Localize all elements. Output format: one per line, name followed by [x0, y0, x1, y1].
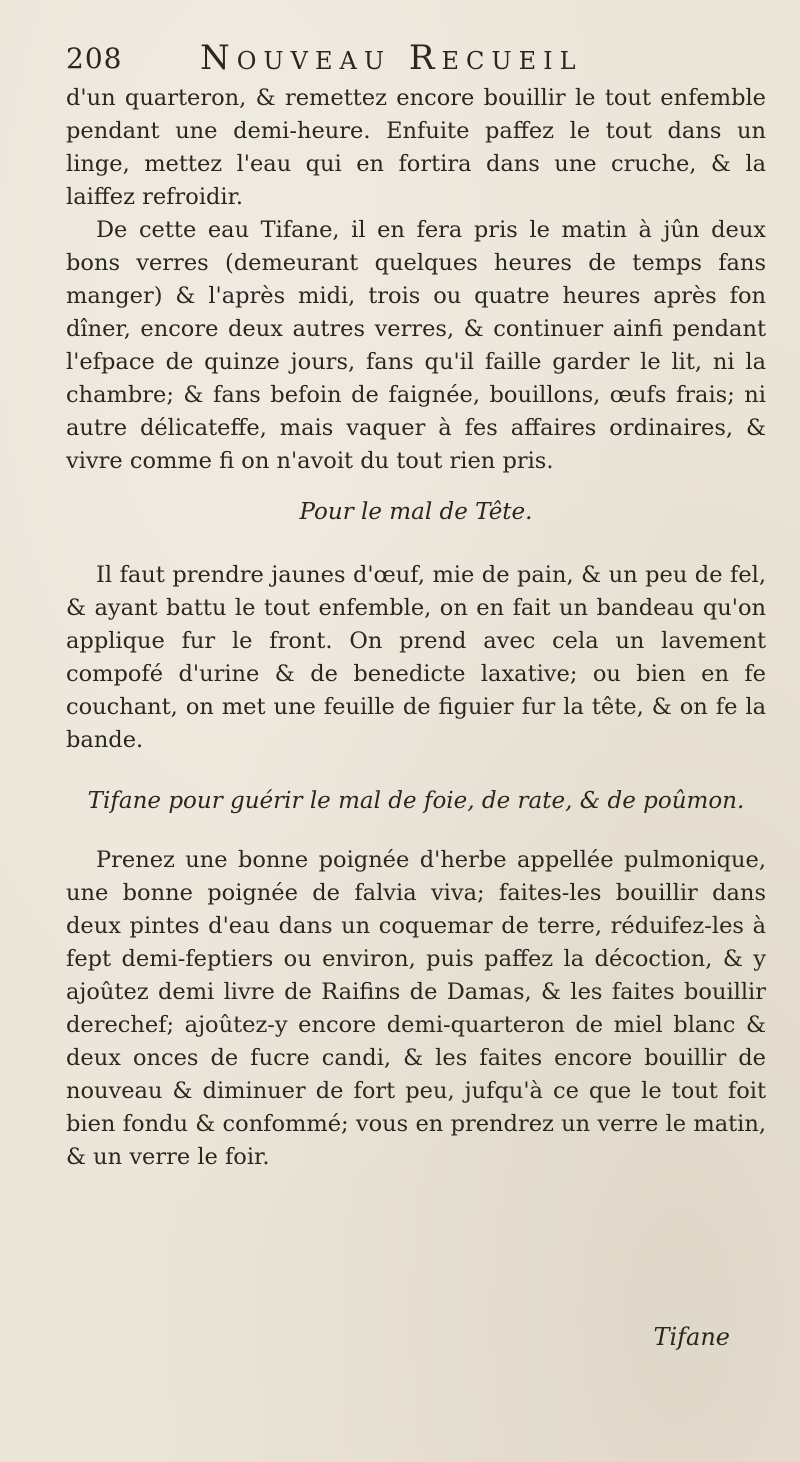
- paragraph-liver-tisane-recipe: Prenez une bonne poignée d'herbe appellée pulmonique, une bonne poignée de falvia viva; faites-les bouillir dans deux pintes d'eau dans un coquemar de terre, réduifez-les à fept demi-feptiers ou environ, puis paffez la décoction, & y ajoûtez demi livre de Raifins de Damas, & les faites bouillir derechef; ajoûtez-y encore demi-quarteron de miel blanc & deux onces de fucre candi, & les faites encore bouillir de nouveau & diminuer de fort peu, jufqu'à ce que le tout foit bien fondu & confommé; vous en prendrez un verre le matin, & un verre le foir.: [66, 847, 766, 1170]
- paragraph-headache-remedy: Il faut prendre jaunes d'œuf, mie de pain, & un peu de fel, & ayant battu le tout enfemble, on en fait un bandeau qu'on applique fur le front. On prend avec cela un lavement compofé d'urine & de benedicte laxative; ou bien en fe couchant, on met une feuille de figuier fur la tête, & on fe la bande.: [66, 562, 766, 753]
- page-number: 208: [66, 42, 123, 75]
- paragraph-tisane-dosage: De cette eau Tifane, il en fera pris le matin à jûn deux bons verres (demeurant quelques heures de temps fans manger) & l'après midi, trois ou quatre heures après fon dîner, encore deux autres verres, & continuer ainfi pendant l'efpace de quinze jours, fans qu'il faille garder le lit, ni la chambre; & fans befoin de faignée, bouillons, œufs frais; ni autre délicateffe, mais vaquer à fes affaires ordinaires, & vivre comme fi on n'avoit du tout rien pris.: [66, 217, 766, 474]
- running-title: Nouveau Recueil: [200, 38, 583, 78]
- page-header: [66, 38, 746, 82]
- section-heading-headache: Pour le mal de Tête.: [299, 499, 533, 525]
- catchword: Tifane: [653, 1323, 730, 1351]
- body-text: [66, 82, 766, 1174]
- paragraph-continuation: d'un quarteron, & remettez encore bouillir le tout enfemble pendant une demi-heure. Enfuite paffez le tout dans un linge, mettez l'eau qui en fortira dans une cruche, & la laiffez refroidir.: [66, 85, 766, 210]
- section-heading-liver-tisane: Tifane pour guérir le mal de foie, de rate, & de poûmon.: [87, 788, 745, 814]
